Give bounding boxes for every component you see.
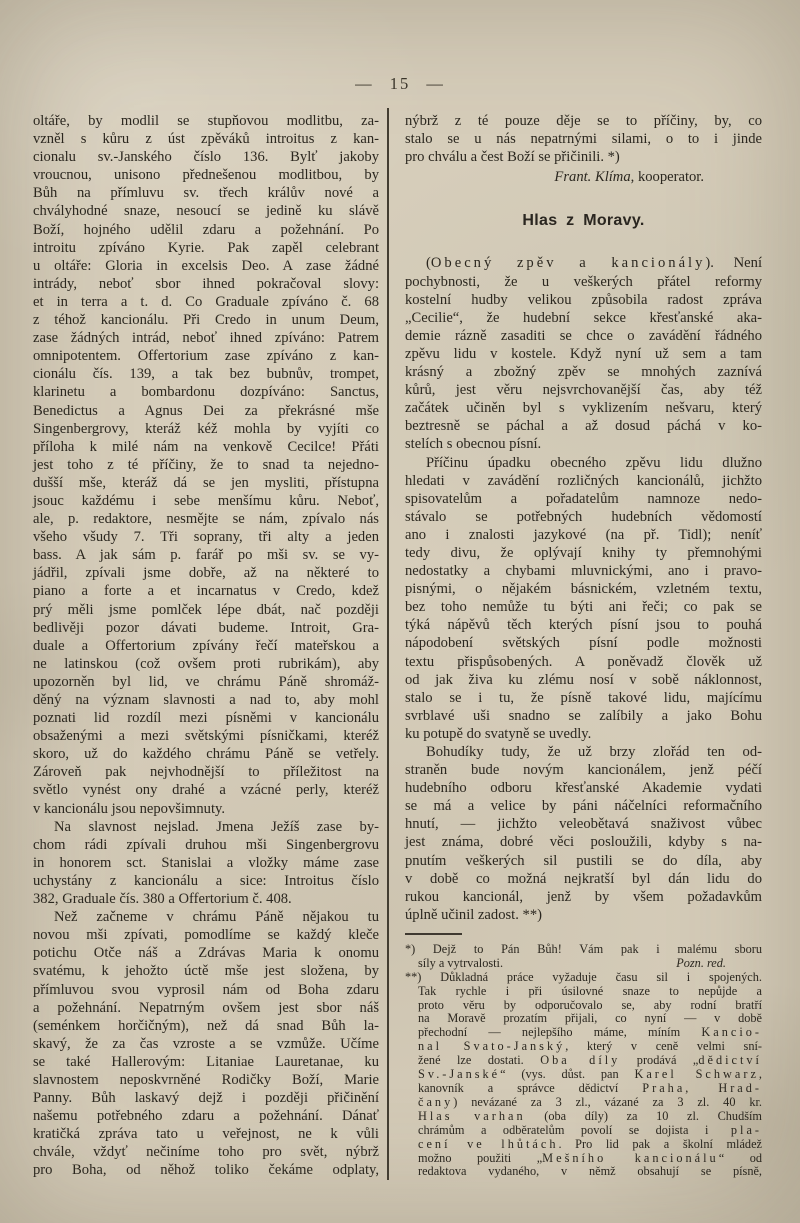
text-line: chvále, vždyť nečiníme toho pro svět, nýbrž	[33, 1144, 379, 1161]
footnote-line: Sv.-Janské“ (vys. důst. pan Karel Schwarz,	[418, 1067, 762, 1082]
text-line: bass. A jak sám p. farář po mši sv. se vy-	[33, 547, 379, 564]
footnote-line: *) Dejž to Pán Bůh! Vám pak i malému sboru	[405, 941, 762, 956]
letterspaced-text: Praha, Hrad-	[642, 1081, 763, 1095]
text-line: pnutím veškerých sil pustili se do díla, aby	[405, 852, 762, 869]
footnote-line: Tak rychle i při úsilovné snaze to nepůjde a	[418, 983, 762, 998]
text-line: svatému, k jehožto úctě mše jest složena, by	[33, 963, 379, 980]
text-line: (seménkem horčičným), než dá snad Bůh la-	[33, 1017, 379, 1034]
text-line: Boží, hojného udělil zdaru a požehnání. Po	[33, 221, 379, 238]
text-line: světlo vynést ony drahé a vzácné perly, kteréž	[33, 782, 379, 799]
text-line: bedlivěji pozor dávati budeme. Introit, Gra-	[33, 619, 379, 636]
text-line: textu přispůsobených. A poněvadž člověk už	[405, 653, 762, 670]
footnote-line: **) Důkladná práce vyžaduje času sil i spojených.	[405, 969, 762, 984]
text-line: beztresně se páchal a až dosud páchá v ko-	[405, 418, 762, 435]
text-line: uchystány z kancionálu a sice: Introitus číslo	[33, 872, 379, 889]
text-line: Singenbergrovy, kteráž kéž mohla by vyjíti co	[33, 420, 379, 437]
footnote-line: žené lze dostati. Oba díly prodává „dědictví	[418, 1053, 762, 1068]
left-column	[33, 112, 379, 1180]
footnote-line: nal Svato-Janský, který v ceně velmi sní-	[418, 1039, 762, 1054]
text-line: zase žádných intrád, neboť ihned zpíváno: Patrem	[33, 330, 379, 347]
text-line: Příčinu úpadku obecného zpěvu lidu dlužno	[426, 454, 762, 471]
text-line: od jak živa ku zlému nosí v sobě náklonnost,	[405, 671, 762, 688]
text-line: všeho všudy 7. Tři soprany, tři alty a jeden	[33, 529, 379, 546]
text-line: omnipotentem. Offertorium zase zpíváno z kan-	[33, 348, 379, 365]
text-line: u oltáře: Gloria in excelsis Deo. A zase žádné	[33, 257, 379, 274]
text-line: pro chválu a čest Boží se přičinili. *)	[405, 149, 620, 166]
text-line: pochybnosti, že u veškerých přátel reformy	[405, 273, 762, 290]
footnote-attribution: Pozn. red.	[676, 955, 726, 970]
footnotes-section	[405, 943, 762, 1179]
letterspaced-text: Mešního kancionálu	[542, 1150, 719, 1165]
text-line: hnutí, — jichžto veleobětavá snaživost vůbec	[405, 816, 762, 833]
text-line: obsaženými a mezi světskými písničkami, kteréž	[33, 728, 379, 745]
letterspaced-text: i pla-	[704, 1122, 763, 1137]
text-line: vzněl s kůru z úst zpěváků introitus z kan-	[33, 131, 379, 148]
text-line: se také Hallerovým: Litaniae Lauretanae, ku	[33, 1053, 379, 1070]
text-line: jsouc každému i sebe menšímu kůru. Neboť,	[33, 492, 379, 509]
footnote-line: na Moravě prozatím přijali, co nyní — v době	[418, 1011, 762, 1026]
article-body	[405, 254, 762, 923]
text-line: hledati v zavádění rozličných kancionálů, jichžto	[405, 472, 762, 489]
text-line: skoro, už do každého chrámu Páně se vetřely.	[33, 746, 379, 763]
right-column	[405, 112, 762, 1179]
footnote-line: chrámům a odběratelům povolí se dojista i pla-	[418, 1122, 763, 1137]
text-line: slavnostem neposkvrněné Rodičky Boží, Marie	[33, 1071, 379, 1088]
letterspaced-text: Sv.-Janské	[418, 1067, 501, 1082]
footnote-line: čany) nevázané za 3 zl., vázané za 3 zl. 40 kr.	[418, 1094, 762, 1109]
footnote-line: kanovník a správce dědictví Praha, Hrad-	[418, 1081, 763, 1095]
text-line: chvályhodné snaze, nesoucí se jedině ku slávě	[33, 203, 379, 220]
footnote-line: Hlas varhan (oba díly) za 10 zl. Chudším	[418, 1108, 762, 1123]
text-line: pisnými, o nějakém básnickém, vzletném textu,	[405, 581, 762, 598]
text-line: Bohudíky tudy, že už brzy zlořád ten od-	[426, 744, 762, 760]
signature	[405, 168, 762, 186]
text-line: a požehnání. Nepatrným ovšem jest sbor náš	[33, 999, 379, 1016]
text-line: ne latinskou (což ovšem proti rubrikám), aby	[33, 655, 379, 672]
text-line: dušší mše, kteráž dá se jen mysliti, přístupna	[33, 474, 379, 491]
text-line: piano a forte a et incarnatus v Credo, kdež	[33, 583, 379, 600]
text-line: svrblavé uši snadno se zalíbily a jako Bohu	[405, 707, 762, 724]
text-line: začátek učiněn byl s vyklizením nešvaru, který	[405, 400, 762, 417]
text-line: úplně učinil zadost. **)	[405, 906, 542, 923]
text-line: rukou kancionál, jenž by všem požadavkům	[405, 888, 762, 905]
text-line: nedostatky a chybami mluvnickými, ano i pravo-	[405, 563, 762, 580]
text-line: introitu zpíváno Kyrie. Pak zapěl celebrant	[33, 239, 379, 256]
text-line: stalo se u nás nepatrnými silami, o to i jinde	[405, 131, 762, 148]
footnote-text: síly a vytrvalosti.	[418, 955, 504, 970]
text-line: tedy divu, že oplývají knihy ty přemnohými	[405, 544, 762, 561]
letterspaced-text: Oba díly	[540, 1053, 621, 1068]
text-line: cionálu čís. 139, a tak bez bubnův, trompet,	[33, 366, 379, 383]
text-line: Než začneme v chrámu Páně nějakou tu	[54, 909, 379, 926]
text-line: duale a Offertorium zpívány řečí mateřskou a	[33, 637, 379, 654]
text-line: upozorněn byl lid, ve chrámu Páně shromáž-	[33, 673, 379, 690]
column-divider	[387, 108, 389, 1180]
text-line: chom rádi zpívali druhou mši Singenbergrovu	[33, 836, 379, 853]
text-line: ale, p. redaktore, nesmějte se nám, zpívalo nás	[33, 511, 379, 528]
letterspaced-text: Hlas varhan	[418, 1108, 526, 1123]
text-line: stalo se i tu, že písně takové lidu, majícímu	[405, 689, 762, 706]
text-line: jest toho z té příčiny, že to snad ta nejedno-	[33, 456, 379, 473]
text-line: stelích s obecnou písní.	[405, 436, 542, 453]
text-line: hudebního odboru křesťanské Akademie vydati	[405, 780, 762, 797]
text-line: (Obecný zpěv a kancionály). Není	[426, 255, 762, 272]
text-line: intrády, neboť sbor ihned pokračoval slovy:	[33, 275, 379, 292]
text-line: kůrů, jest věru nejsvrchovanější čas, aby též	[405, 382, 762, 399]
text-line: v době co možná nejkratší byl dán lidu do	[405, 870, 762, 887]
letterspaced-text: čany	[418, 1094, 454, 1109]
text-line: jádřil, zpívali jsme dobře, až na některé to	[33, 565, 379, 582]
text-line: in honorem sct. Stanislai a vložky máme zase	[33, 854, 379, 871]
footnote-last-line	[405, 957, 762, 971]
text-line: pro Boha, od něhož toliko čekáme odplaty,	[33, 1162, 379, 1179]
text-line: Zároveň pak nejvhodnější to příležitost na	[33, 764, 379, 781]
text-line: ano i znalosti jazykové (na př. Tidl); neníť	[405, 526, 762, 543]
footnote-line: přechodní — nejlepšího máme, míním Kancio-	[418, 1025, 762, 1040]
text-line: stávalo se potřebných hudebních vědomostí	[405, 508, 762, 525]
footnote-line: redaktova vydaného, v němž obsahují se písně,	[418, 1164, 762, 1179]
continuation-paragraph	[405, 112, 762, 166]
text-line: poznati lid rozdíl mezi písněmi v kancionálu	[33, 710, 379, 727]
text-line: týká nápěvů těch kterých písní jsou to pouhá	[405, 617, 762, 634]
text-line: spisovatelům a pořadatelům namnoze nedo-	[405, 490, 762, 507]
text-line: vroucnou, unisono přednešenou modlitbou, by	[33, 167, 379, 184]
letterspaced-text: Karel Schwarz	[634, 1067, 759, 1082]
text-line: krásný a zbožný zpěv se mnohých zaznívá	[405, 364, 762, 381]
text-line: z téhož kancionálu. Při Credo in unum Deum,	[33, 312, 379, 329]
text-line: Benedictus a Agnus Dei za překrásné mše	[33, 402, 379, 419]
letterspaced-text: Kancio-	[701, 1025, 762, 1040]
text-line: novou mši zpívati, pomodlíme se každý kleče	[33, 927, 379, 944]
article-heading: Hlas z Moravy.	[522, 212, 645, 230]
footnote-line: možno použiti „Mešního kancionálu“ od	[418, 1150, 762, 1165]
footnote-line: proto věru by odporučovalo se, aby rodní bratří	[418, 997, 762, 1012]
text-line: cionalu sv.-Janského číslo 136. Bylť jakoby	[33, 149, 379, 166]
footnote-line: cení ve lhůtách. Pro lid pak a školní mládež	[418, 1136, 762, 1151]
text-line: zpěvu lidu v kostele. Když nyní už sem a tam	[405, 345, 762, 362]
text-line: příloha k milé nám na venkově Cecilce! Přáti	[33, 438, 379, 455]
letterspaced-text: dědictví	[698, 1053, 762, 1068]
text-line: se má a velice by páni náčelníci reformačního	[405, 798, 762, 815]
text-line: kratičká zpráva tato u veřejnost, ne k vůli	[33, 1126, 379, 1143]
text-line: v kancionálu jsou nepovšimnuty.	[33, 800, 225, 817]
footnote-rule	[405, 933, 462, 935]
text-line: kostelní hudby velikou způsobila radost zpráva	[405, 291, 762, 308]
text-line: skavý, že za čas vzroste a se vzmůže. Učíme	[33, 1035, 379, 1052]
text-line: 382, Graduale čís. 380 a Offertorium č. 408.	[33, 891, 292, 908]
text-line: oltáře, by modlil se stupňovou modlitbu, za-	[33, 113, 379, 129]
text-line: děný na význam slavnosti a nad to, aby mohl	[33, 692, 379, 708]
text-line: Panny. Bůh laskavý dejž i později přičinění	[33, 1090, 379, 1107]
signature-name: Frant. Klíma	[554, 169, 631, 186]
text-line: přímluvou svou vyprosil nám od Boha zdaru	[33, 981, 379, 998]
signature-role: , kooperator.	[630, 169, 704, 186]
page-number: — 15 —	[355, 74, 445, 93]
text-line: straněn bude novým kancionálem, jenž péčí	[405, 762, 762, 779]
text-line: ku potupě do svatyně se uvedly.	[405, 725, 592, 742]
text-line: bez toho nemůže tu býti ani řeči; co pak se	[405, 599, 762, 616]
letterspaced-text: Obecný zpěv a kancionály	[430, 255, 706, 272]
text-line: Na slavnost nejslad. Jmena Ježíš zase by-	[54, 818, 379, 835]
text-line: et in terra a t. d. Co Graduale zpíváno č. 68	[33, 293, 379, 310]
text-line: potichu Otče náš a Zdrávas Maria k onomu	[33, 945, 379, 962]
text-line: nápodobení světských písní podle možnosti	[405, 635, 762, 652]
text-line: našemu potřebného zdaru a požehnání. Dánať	[33, 1108, 379, 1125]
text-line: demie rázně zasaditi se chce o zavádění řádného	[405, 327, 762, 344]
letterspaced-text: cení ve lhůtách	[418, 1136, 559, 1151]
letterspaced-text: nal Svato-Janský	[418, 1039, 566, 1054]
text-line: nýbrž z té pouze děje se to příčiny, by, co	[405, 113, 762, 129]
text-line: jest známa, dobré věci posloužili, kdyby s na-	[405, 834, 762, 851]
text-line: prý měli jsme pomlček lépe dbát, nač později	[33, 601, 379, 618]
text-line: „Cecilie“, že hudební sekce křesťanské aka-	[405, 309, 762, 326]
text-line: klarinetu a bombardonu dozpíváno: Sanctus,	[33, 384, 379, 401]
text-line: Bůh na přímluvu sv. třech králův nové a	[33, 185, 379, 202]
